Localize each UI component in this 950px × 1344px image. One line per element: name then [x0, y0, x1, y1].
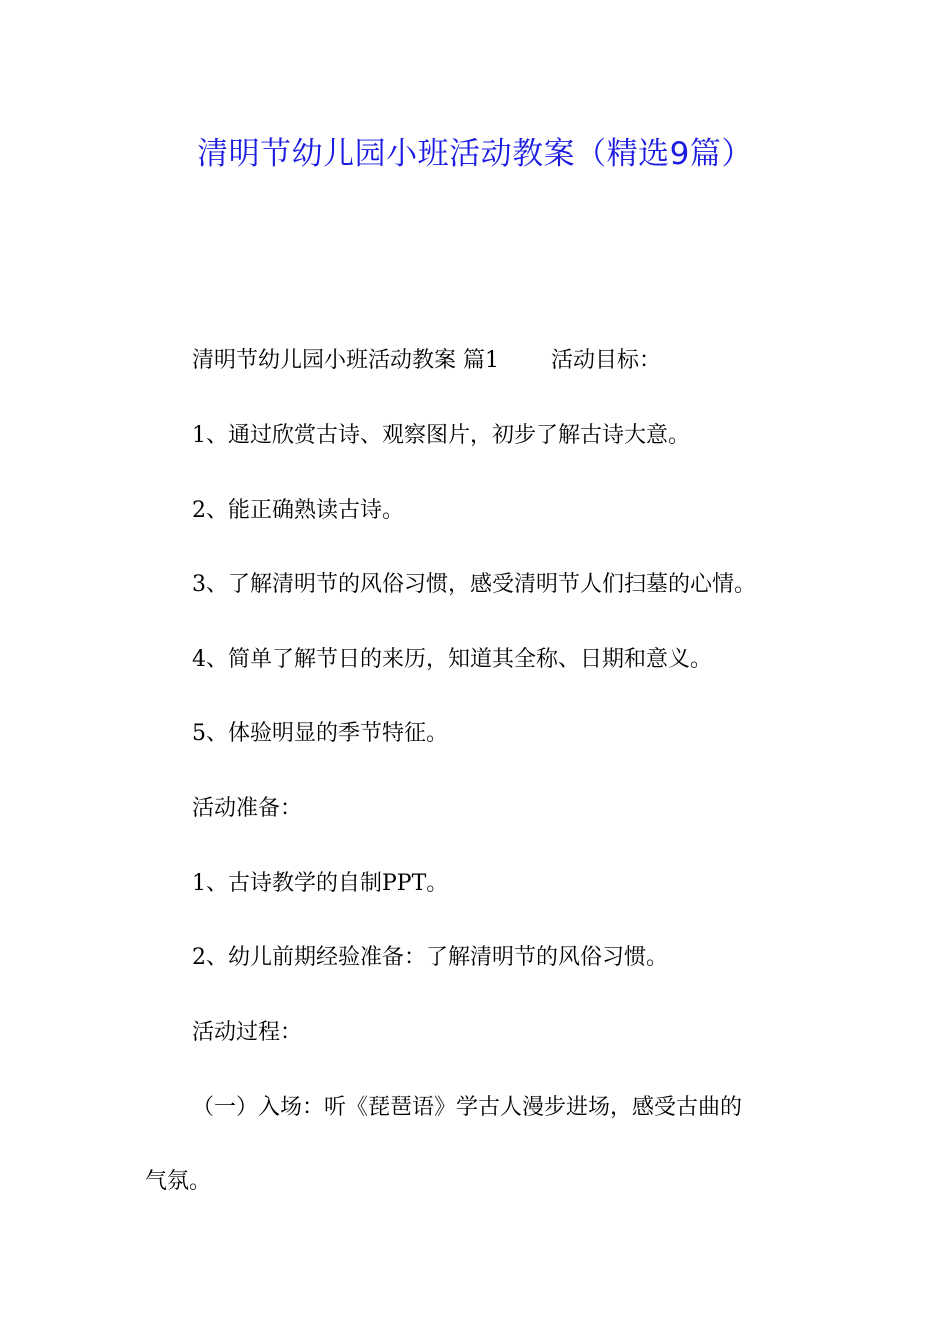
paragraph-objective-2: 2、能正确熟读古诗。	[192, 498, 404, 523]
section-heading-line	[192, 346, 661, 376]
heading-process: 活动过程：	[192, 1020, 303, 1045]
paragraph-objective-4: 4、简单了解节日的来历，知道其全称、日期和意义。	[192, 647, 712, 672]
document-title: 清明节幼儿园小班活动教案（精选9篇）	[197, 136, 753, 172]
paragraph-objective-3: 3、了解清明节的风俗习惯，感受清明节人们扫墓的心情。	[192, 572, 756, 597]
paragraph-objective-5: 5、体验明显的季节特征。	[192, 721, 448, 746]
paragraph-objective-1: 1、通过欣赏古诗、观察图片，初步了解古诗大意。	[192, 423, 690, 448]
paragraph-process-1-continuation: 气氛。	[145, 1169, 212, 1194]
paragraph-preparation-2: 2、幼儿前期经验准备：了解清明节的风俗习惯。	[192, 945, 668, 970]
paragraph-preparation-1: 1、古诗教学的自制PPT。	[192, 871, 449, 896]
paragraph-process-1: （一）入场：听《琵琶语》学古人漫步进场，感受古曲的	[192, 1095, 743, 1120]
section-heading: 清明节幼儿园小班活动教案 篇1	[192, 348, 499, 373]
heading-preparation: 活动准备：	[192, 796, 303, 821]
section-subheading: 活动目标：	[551, 348, 662, 373]
